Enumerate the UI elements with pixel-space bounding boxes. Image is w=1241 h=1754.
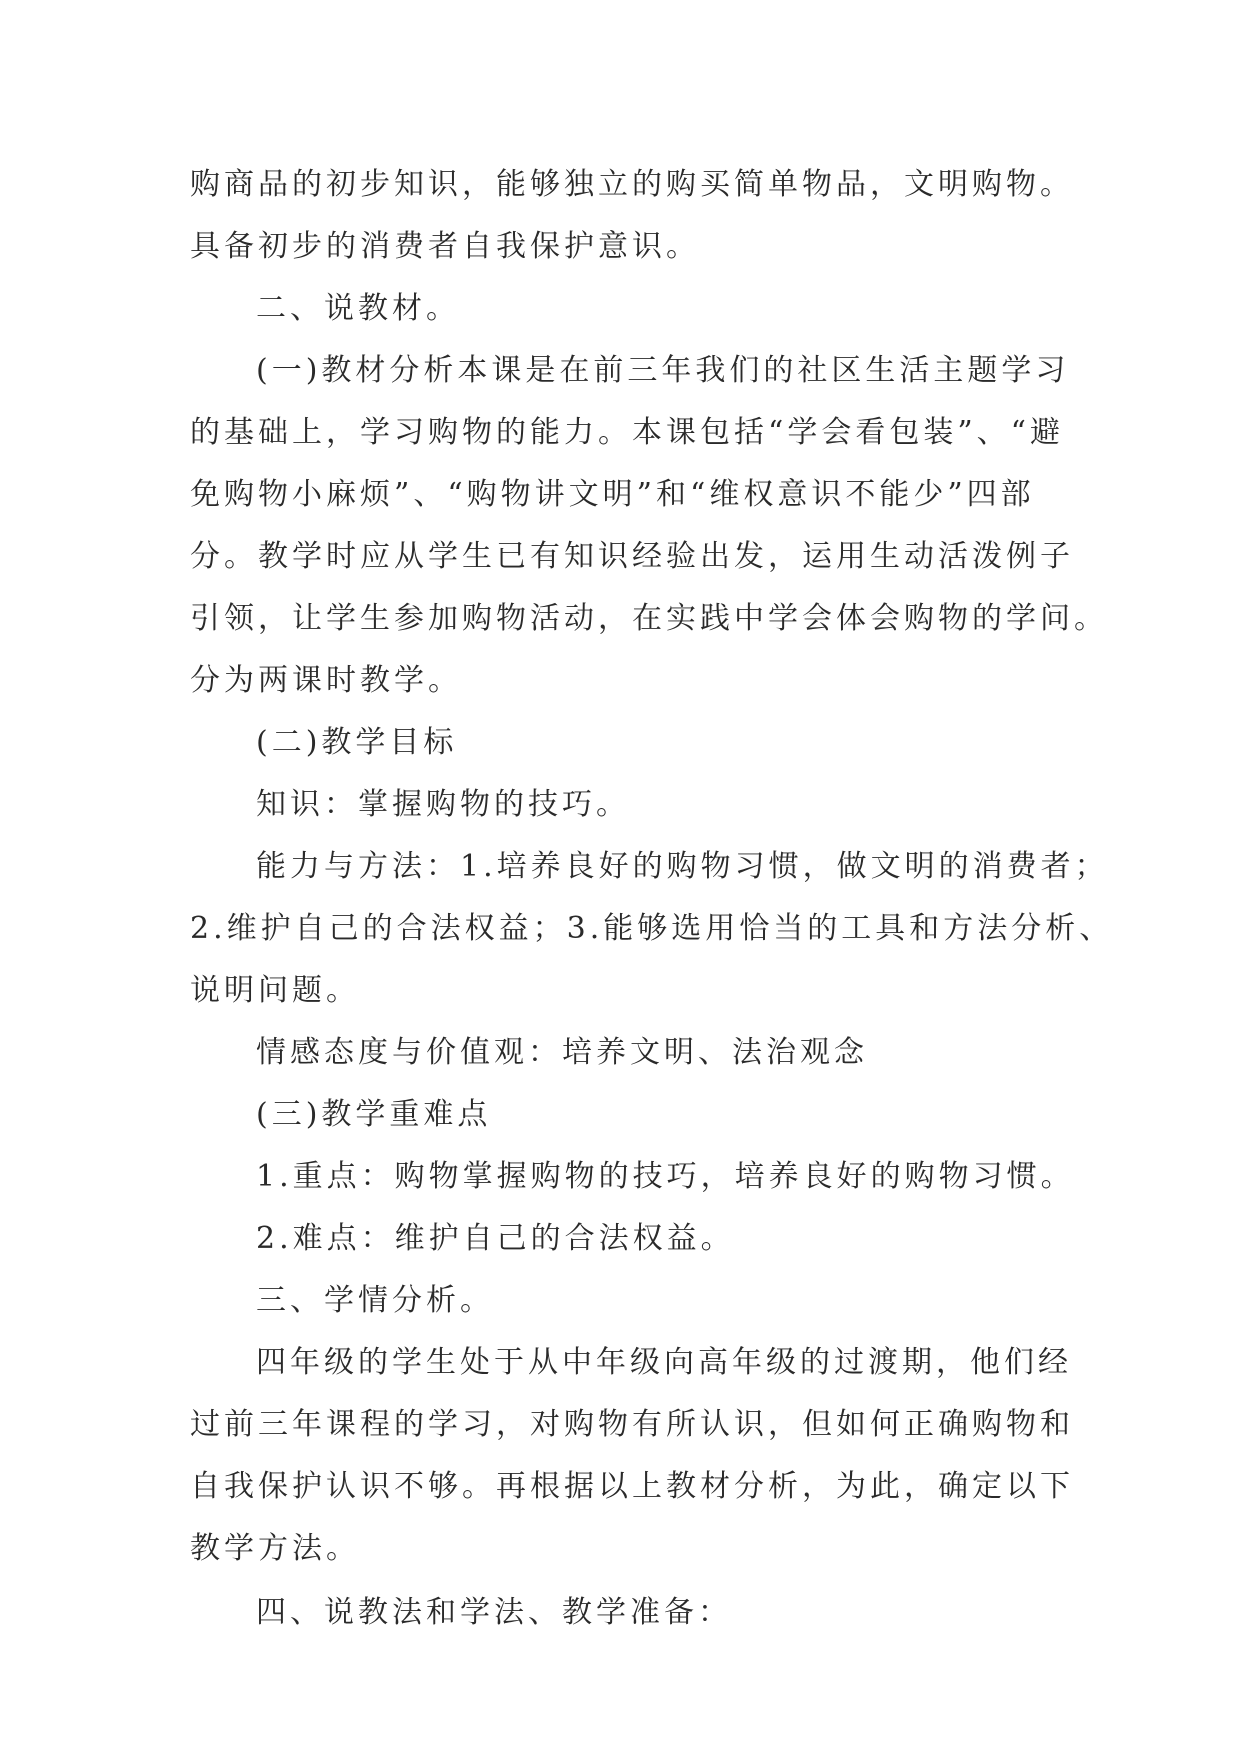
list-item: 1.重点：购物掌握购物的技巧，培养良好的购物习惯。 (256, 1159, 1075, 1194)
text-line: 教学方法。 (190, 1531, 360, 1566)
text-line: 过前三年课程的学习，对购物有所认识，但如何正确购物和 (190, 1407, 1074, 1442)
text-line: 分为两课时教学。 (190, 663, 462, 698)
section-heading: 二、说教材。 (256, 291, 460, 326)
text-line: 购商品的初步知识，能够独立的购买简单物品，文明购物。 (190, 167, 1074, 202)
text-line: 自我保护认识不够。再根据以上教材分析，为此，确定以下 (190, 1469, 1074, 1504)
text-line: 引领，让学生参加购物活动，在实践中学会体会购物的学问。 (190, 601, 1108, 636)
text-line: 四年级的学生处于从中年级向高年级的过渡期，他们经 (256, 1345, 1072, 1380)
text-line: 的基础上，学习购物的能力。本课包括“学会看包装”、“避 (190, 415, 1065, 450)
text-line: 具备初步的消费者自我保护意识。 (190, 229, 700, 264)
section-heading: 三、学情分析。 (256, 1283, 494, 1318)
subsection-heading: (二)教学目标 (256, 725, 458, 760)
section-heading: 四、说教法和学法、教学准备： (256, 1595, 732, 1630)
subsection-heading: (一)教材分析本课是在前三年我们的社区生活主题学习 (256, 353, 1070, 388)
list-item: 2.难点：维护自己的合法权益。 (256, 1221, 735, 1256)
text-line: 说明问题。 (190, 973, 360, 1008)
text-line: 情感态度与价值观：培养文明、法治观念 (256, 1035, 868, 1070)
text-line: 免购物小麻烦”、“购物讲文明”和“维权意识不能少”四部 (190, 477, 1035, 512)
subsection-heading: (三)教学重难点 (256, 1097, 492, 1132)
text-line: 知识：掌握购物的技巧。 (256, 787, 630, 822)
text-line: 能力与方法：1.培养良好的购物习惯，做文明的消费者； (256, 849, 1109, 884)
text-line: 分。教学时应从学生已有知识经验出发，运用生动活泼例子 (190, 539, 1074, 574)
text-line: 2.维护自己的合法权益；3.能够选用恰当的工具和方法分析、 (190, 911, 1114, 946)
